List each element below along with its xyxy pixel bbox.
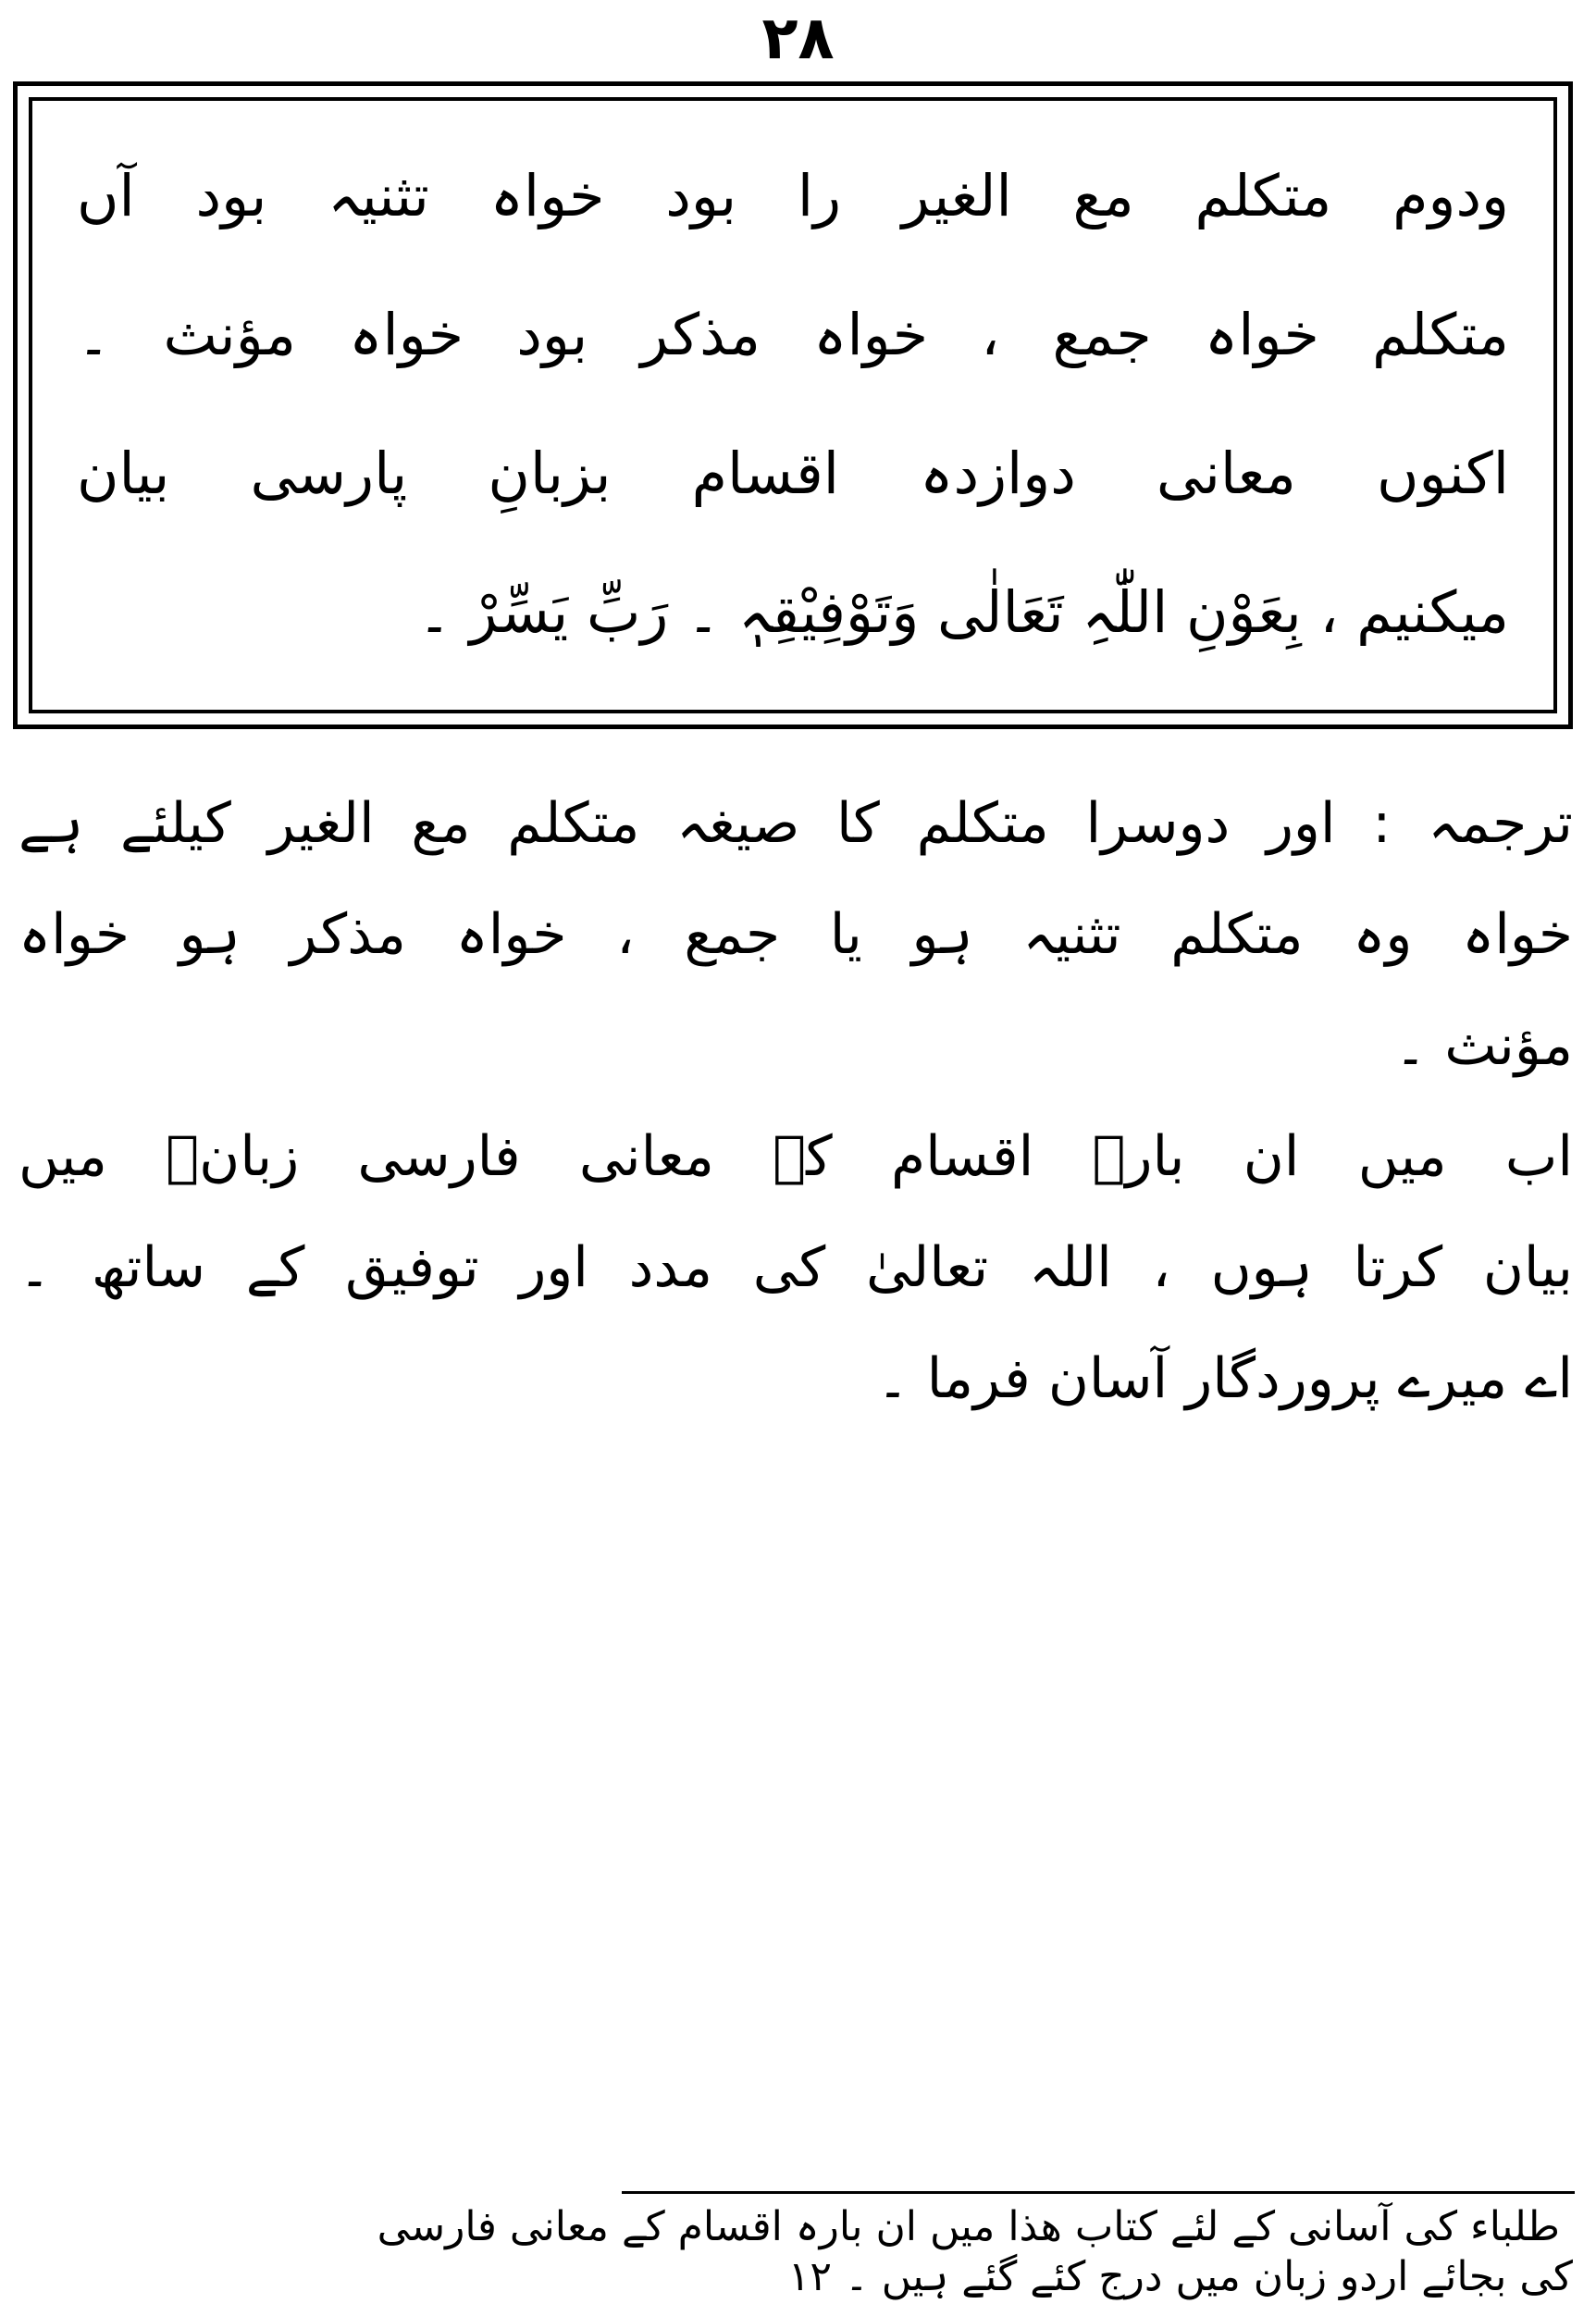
urdu-translation [19,768,1573,1434]
footnote [22,2202,1573,2302]
persian-line: متکلم خواہ جمع ، خواہ مذکر بود خواہ مؤنث ۔ [77,301,1509,368]
footnote-line: ؑ طلباء کی آسانی کے لئے کتاب ھذا میں ان بارہ اقسام کے معانی فارسی [377,2203,1573,2250]
footnote-divider [622,2191,1575,2194]
persian-line: ودوم متکلم مع الغیر را بود خواہ تثنیہ بود آں [77,162,1509,229]
persian-line: میکنیم ، بِعَوْنِ اللّٰہِ تَعَالٰی وَتَوْفِیْقِہٖ ۔ رَبِّ یَسِّرْ ۔ [417,578,1509,646]
translation-line: مؤنث ۔ [1394,1013,1573,1078]
translation-line: اے میرے پروردگار آسان فرما ۔ [876,1346,1573,1411]
translation-line: خواہ وہ متکلم تثنیہ ہو یا جمع ، خواہ مذکر ہو خواہ [19,902,1573,967]
translation-line: اب میں ان بارہ اقسام کے معانی فارسی زبانؑ میں [19,1124,1573,1189]
persian-text-box [13,81,1573,729]
footnote-line: کی بجائے اردو زبان میں درج کئے گئے ہیں ۔ ۱۲ [787,2253,1573,2300]
translation-line: ترجمہ : اور دوسرا متکلم کا صیغہ متکلم مع الغیر کیلئے ہے [19,791,1573,856]
translation-line: بیان کرتا ہوں ، اللہ تعالیٰ کی مدد اور توفیق کے ساتھ ۔ [19,1235,1573,1300]
persian-line: اکنوں معانی دوازدہ اقسام بزبانِ پارسی بیان [77,440,1509,507]
persian-text-box-inner [29,97,1557,713]
page-number: ۲۸ [761,5,835,73]
